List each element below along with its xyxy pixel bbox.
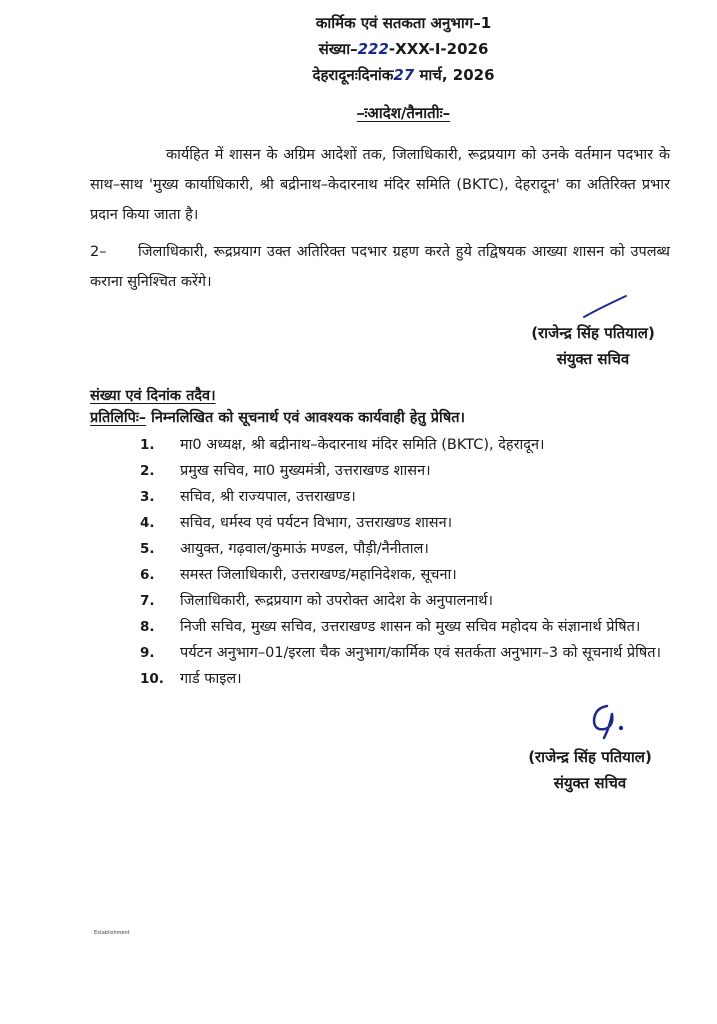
list-item: 7. जिलाधिकारी, रूद्रप्रयाग को उपरोक्त आदेश के अनुपालनार्थ। xyxy=(140,593,493,609)
order-number-prefix: संख्या– xyxy=(318,40,358,58)
copy-recipient-list xyxy=(140,432,685,692)
order-date-prefix: देहरादूनःदिनांक xyxy=(312,66,394,84)
list-item: 9. पर्यटन अनुभाग–01/इरला चैक अनुभाग/कार्मिक एवं सतर्कता अनुभाग–3 को सूचनार्थ प्रेषित। xyxy=(140,645,661,661)
list-item: 4. सचिव, धर्मस्व एवं पर्यटन विभाग, उत्तराखण्ड शासन। xyxy=(140,515,453,531)
signatory-name: (राजेन्द्र सिंह पतियाल) xyxy=(531,324,655,342)
list-item: 10. गार्ड फाइल। xyxy=(140,671,242,687)
list-item: 8. निजी सचिव, मुख्य सचिव, उत्तराखण्ड शासन को मुख्य सचिव महोदय के संज्ञानार्थ प्रेषित। xyxy=(140,619,641,635)
list-item: 2. प्रमुख सचिव, मा0 मुख्यमंत्री, उत्तराखण्ड शासन। xyxy=(140,463,431,479)
signatory-block-1 xyxy=(508,320,678,372)
copy-section xyxy=(90,385,690,429)
list-item: 6. समस्त जिलाधिकारी, उत्तराखण्ड/महानिदेशक, सूचना। xyxy=(140,567,457,583)
list-item: 5. आयुक्त, गढ़वाल/कुमाऊं मण्डल, पौड़ी/नैनीताल। xyxy=(140,541,429,557)
copy-intro: निम्नलिखित को सूचनार्थ एवं आवश्यक कार्यवाही हेतु प्रेषित। xyxy=(151,410,465,426)
order-date-handwritten: 27 xyxy=(393,66,415,84)
list-item: 3. सचिव, श्री राज्यपाल, उत्तराखण्ड। xyxy=(140,489,356,505)
copy-date-line: संख्या एवं दिनांक तदैव। xyxy=(90,388,216,404)
paragraph-2-text: जिलाधिकारी, रूद्रप्रयाग उक्त अतिरिक्त पदभार ग्रहण करते हुये तद्विषयक आख्या शासन को उपलब्ध कराना सुनिश्चित करेंगे। xyxy=(90,244,670,290)
order-title-text: –ःआदेश/तैनातीः– xyxy=(356,104,451,122)
order-paragraph-2 xyxy=(90,237,670,297)
document-header xyxy=(0,10,717,88)
signatory-designation: संयुक्त सचिव xyxy=(553,774,627,792)
order-number-line xyxy=(90,36,717,62)
signatory-block-2 xyxy=(505,744,675,796)
paragraph-2-number: 2– xyxy=(90,244,107,260)
signature-stroke-1 xyxy=(580,292,630,322)
list-item: 1. मा0 अध्यक्ष, श्री बद्रीनाथ–केदारनाथ मंदिर समिति (BKTC), देहरादून। xyxy=(140,437,545,453)
signatory-designation: संयुक्त सचिव xyxy=(556,350,630,368)
order-date-suffix: मार्च, 2026 xyxy=(419,66,495,84)
order-date-line xyxy=(90,62,717,88)
signature-stroke-2 xyxy=(585,700,635,744)
order-paragraph-1: कार्यहित में शासन के अग्रिम आदेशों तक, जिलाधिकारी, रूद्रप्रयाग को उनके वर्तमान पदभार के साथ–साथ 'मुख्य कार्याधिकारी, श्री बद्रीनाथ–केदारनाथ मंदिर समिति (BKTC), देहरादून' का अतिरिक्त प्रभार प्रदान किया जाता है। xyxy=(90,147,670,223)
signatory-name: (राजेन्द्र सिंह पतियाल) xyxy=(528,748,652,766)
order-number-handwritten: 222 xyxy=(357,40,389,58)
order-number-suffix: -XXX-I-2026 xyxy=(388,40,489,58)
copy-intro-line xyxy=(90,407,690,429)
establishment-tag: Establishment xyxy=(94,930,130,936)
copy-label: प्रतिलिपिः– xyxy=(90,410,147,426)
department-line: कार्मिक एवं सतकता अनुभाग–1 xyxy=(315,14,492,32)
order-title xyxy=(90,103,717,123)
